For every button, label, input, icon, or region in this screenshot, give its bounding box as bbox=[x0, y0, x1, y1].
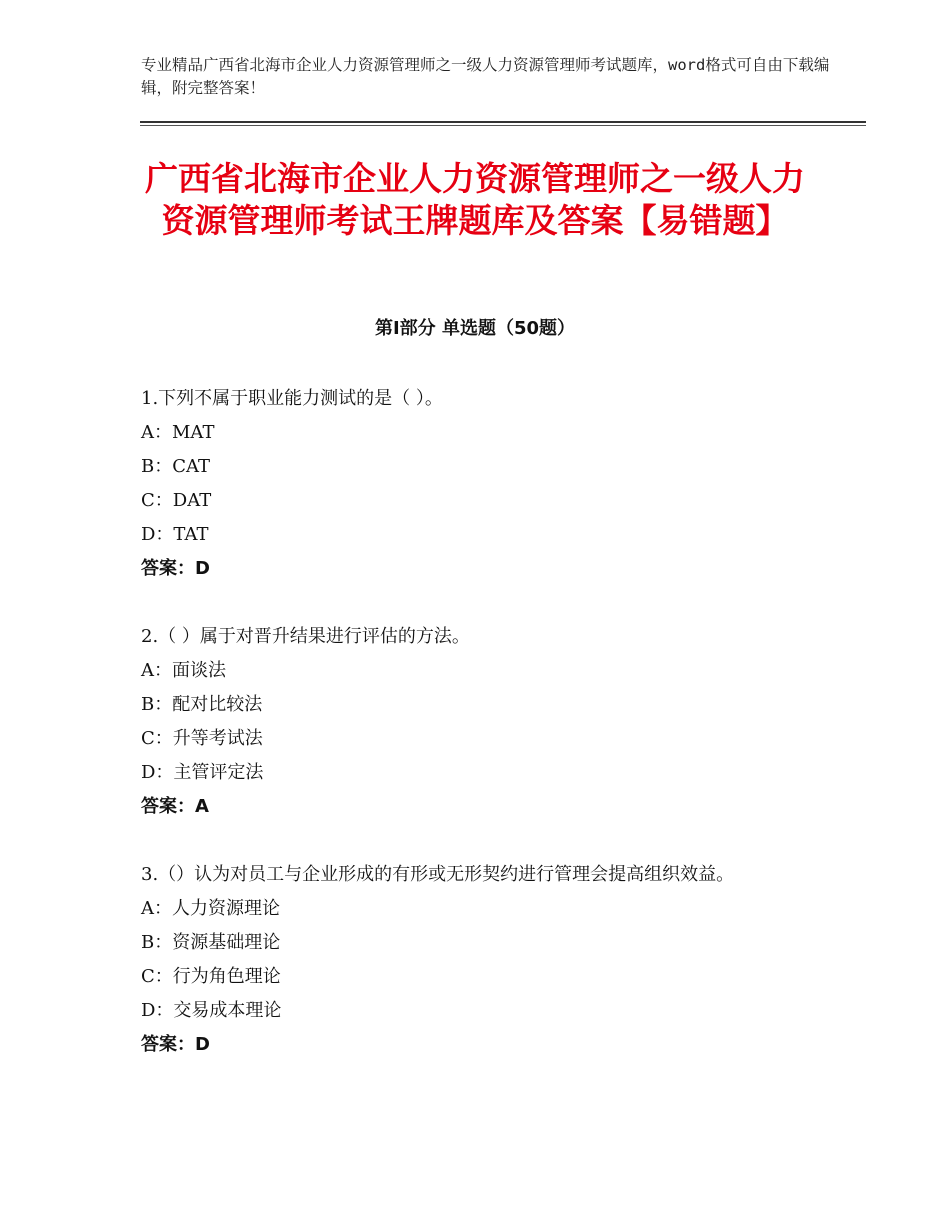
answer: 答案：A bbox=[141, 796, 209, 817]
option-b: B：配对比较法 bbox=[141, 694, 263, 715]
answer: 答案：D bbox=[141, 558, 210, 579]
option-d: D：TAT bbox=[141, 524, 209, 545]
option-b: B：CAT bbox=[141, 456, 211, 477]
question-3 bbox=[141, 858, 831, 1062]
option-c: C：升等考试法 bbox=[141, 728, 263, 749]
question-text: 3.（）认为对员工与企业形成的有形或无形契约进行管理会提高组织效益。 bbox=[141, 864, 735, 885]
header-rule-thick bbox=[140, 121, 866, 123]
question-2 bbox=[141, 620, 831, 824]
option-c: C：行为角色理论 bbox=[141, 966, 281, 987]
question-text: 1.下列不属于职业能力测试的是（ ）。 bbox=[141, 388, 443, 409]
option-a: A：面谈法 bbox=[141, 660, 226, 681]
question-list bbox=[141, 382, 831, 1096]
option-a: A：MAT bbox=[141, 422, 215, 443]
header-note: 专业精品广西省北海市企业人力资源管理师之一级人力资源管理师考试题库，word格式可自由下载编辑，附完整答案！ bbox=[141, 56, 830, 97]
question-text: 2.（ ）属于对晋升结果进行评估的方法。 bbox=[141, 626, 470, 647]
section-title: 第Ⅰ部分 单选题（50题） bbox=[374, 318, 575, 339]
question-1 bbox=[141, 382, 831, 586]
document-title: 广西省北海市企业人力资源管理师之一级人力资源管理师考试王牌题库及答案【易错题】 bbox=[145, 159, 805, 240]
answer: 答案：D bbox=[141, 1034, 210, 1055]
option-b: B：资源基础理论 bbox=[141, 932, 281, 953]
option-a: A：人力资源理论 bbox=[141, 898, 280, 919]
option-d: D：交易成本理论 bbox=[141, 1000, 282, 1021]
option-d: D：主管评定法 bbox=[141, 762, 264, 783]
option-c: C：DAT bbox=[141, 490, 212, 511]
header-rule-thin bbox=[140, 125, 866, 126]
